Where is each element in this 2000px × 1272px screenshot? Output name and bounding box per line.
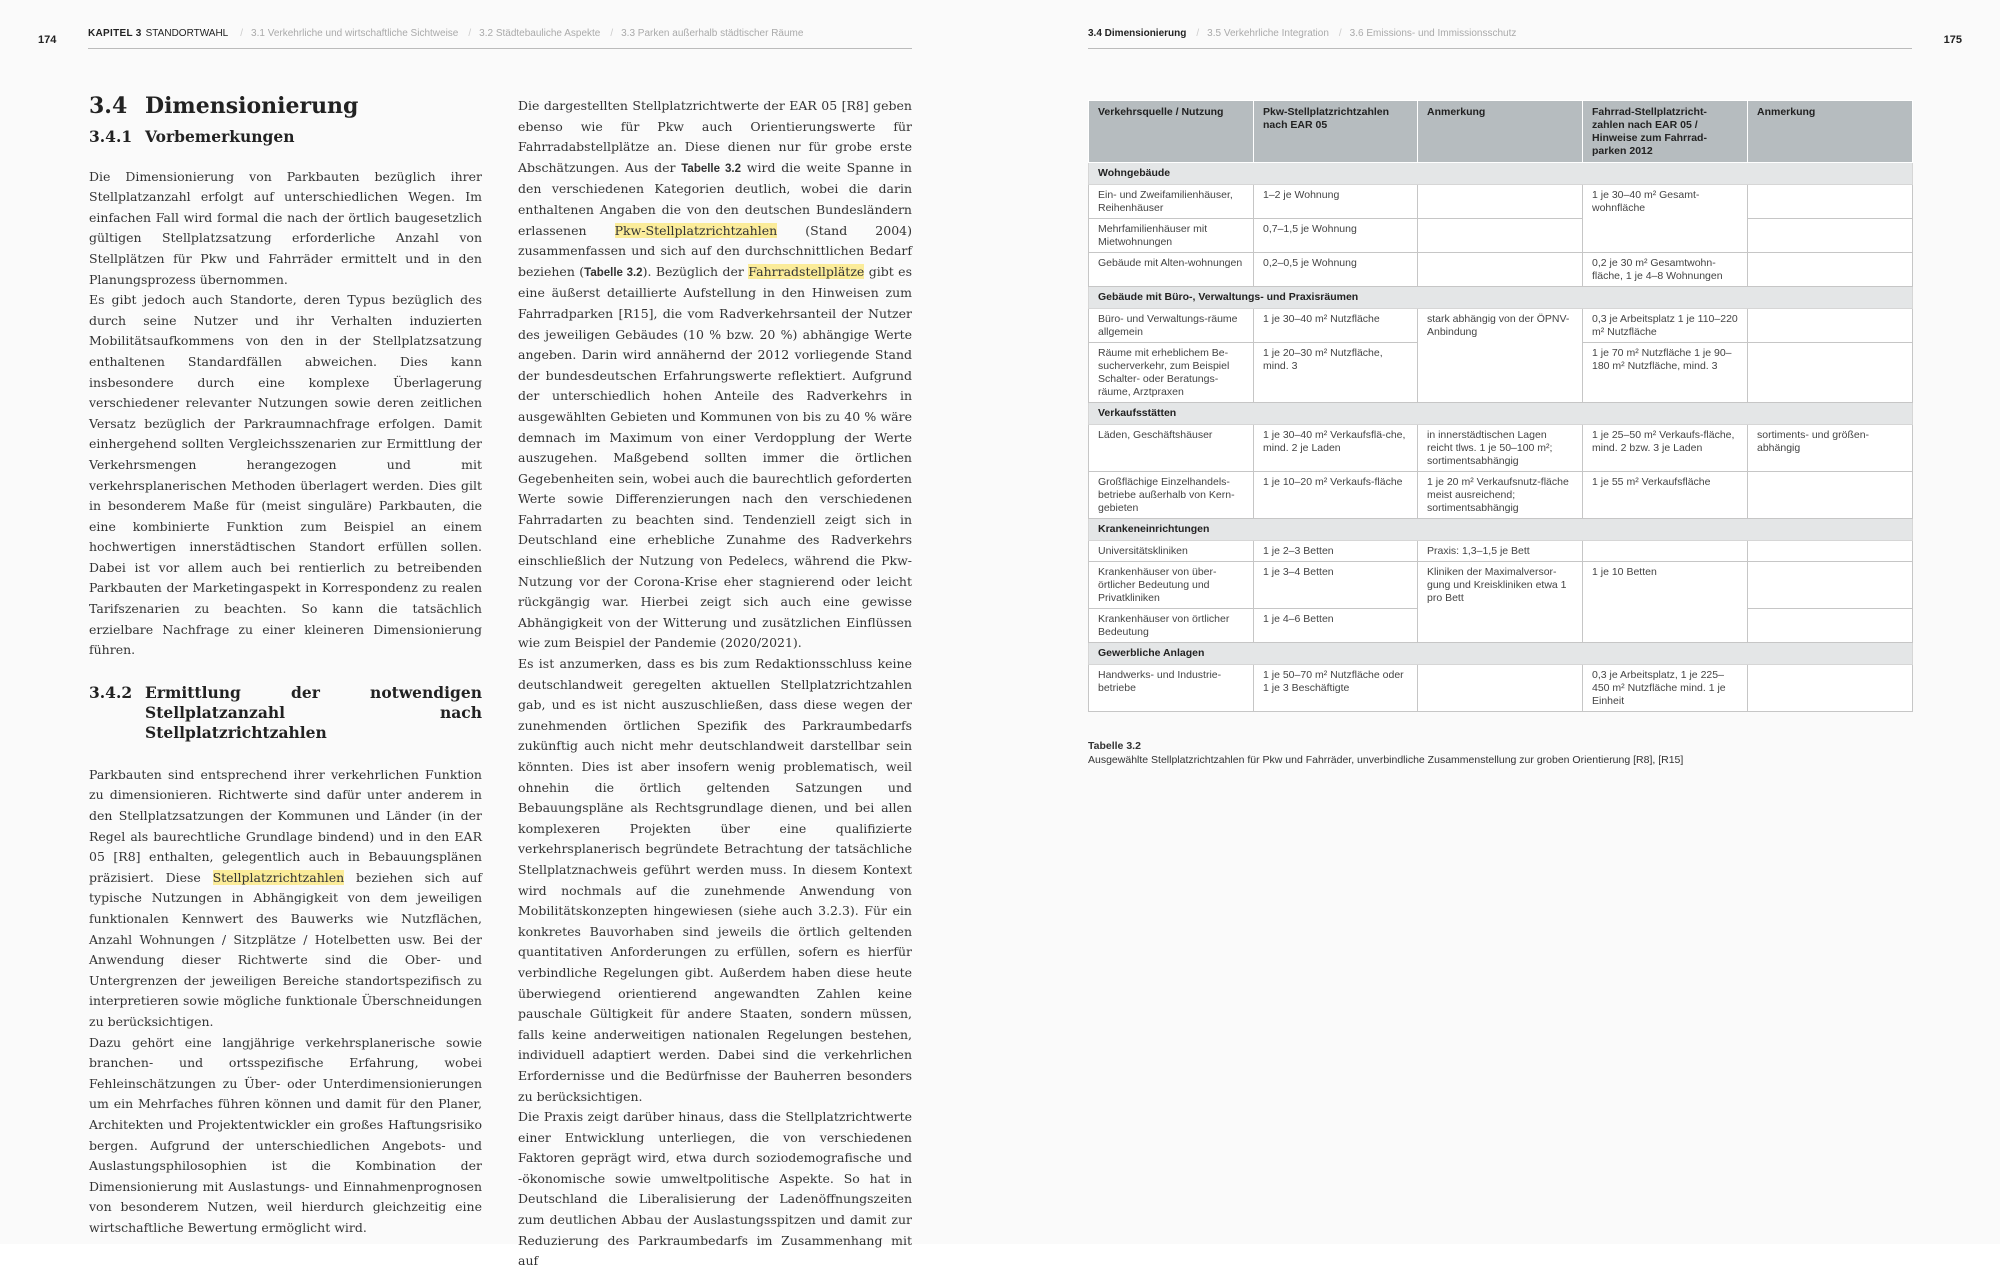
header-section-current[interactable]: 3.4 Dimensionierung	[1088, 28, 1187, 39]
table-cell: 1 je 30–40 m² Verkaufsflä-che, mind. 2 je Laden	[1254, 425, 1418, 472]
table-cell: 1 je 10–20 m² Verkaufs-fläche	[1254, 472, 1418, 519]
table-group-row	[1089, 403, 1913, 425]
table-cell: Ein- und Zweifamilienhäuser, Reihenhäuser	[1089, 185, 1254, 219]
section-number: 3.4	[89, 93, 128, 119]
table-cell	[1748, 609, 1913, 643]
table-cell	[1748, 253, 1913, 287]
table-cell: Kliniken der Maximalversor-gung und Kreiskliniken etwa 1 pro Bett	[1418, 562, 1583, 643]
table-cell: sortiments- und größen-abhängig	[1748, 425, 1913, 472]
table-cell	[1748, 665, 1913, 712]
table-cell: 1 je 30–40 m² Nutzfläche	[1254, 309, 1418, 343]
group-title: Gewerbliche Anlagen	[1089, 643, 1913, 665]
table-cell: Krankenhäuser von über-örtlicher Bedeutung und Privatkliniken	[1089, 562, 1254, 609]
table-reference-link[interactable]: Tabelle 3.2	[681, 162, 741, 175]
table-row	[1089, 472, 1913, 519]
table-row	[1089, 185, 1913, 219]
header-section-link[interactable]: 3.1 Verkehrliche und wirtschaftliche Sichtweise	[251, 28, 459, 39]
table-cell: 1 je 2–3 Betten	[1254, 541, 1418, 562]
divider: /	[240, 28, 244, 39]
group-title: Wohngebäude	[1089, 163, 1913, 185]
table-cell	[1748, 219, 1913, 253]
paragraph: Es gibt jedoch auch Standorte, deren Typus bezüglich des durch seine Nutzer und ihr Verhalten induzierten Mobilitätsaufkommens von den in der Stellplatzsatzung enthaltenen Standardfällen abweichen. Dies kann insbesondere durch eine komplexe Überlagerung verschiedener relevanter Nutzungen sowie deren zeitlichen Versatz bezüglich der Parkraumnachfrage erfolgen. Damit einhergehend sollten Vergleichsszenarien zur Ermittlung der Verkehrsmengen herangezogen und mit verkehrsplanerischen Methoden überlagert werden. Dies gilt in besonderem Maße für (meist singuläre) Parkbauten, die eine kombinierte Funktion zum Beispiel an einem hochwertigen innerstädtischen Standort erfüllen sollen. Dabei ist vor allem auch bei rentierlich zu betreibenden Parkbauten der Marketingaspekt in Korrespondenz zu realen Tarifszenarien zu beachten. So kann die tatsächlich erzielbare Nachfrage zu einer kleineren Dimensionierung führen.	[89, 292, 482, 658]
header-rule	[88, 48, 912, 49]
divider: /	[468, 28, 472, 39]
table-row	[1089, 541, 1913, 562]
column-header: Anmerkung	[1418, 101, 1583, 163]
table-row	[1089, 253, 1913, 287]
table-cell: 1 je 30–40 m² Gesamt-wohnfläche	[1583, 185, 1748, 253]
table-header-row	[1089, 101, 1913, 163]
paragraph	[518, 96, 912, 654]
subsection-title: Ermittlung der notwendigen Stellplatzanzahl nach Stellplatzrichtzahlen	[145, 682, 482, 742]
text-run: Parkbauten sind entsprechend ihrer verkehrlichen Funktion zu dimensionieren. Richtwerte sind dafür unter anderem in den Stellplatzsatzungen der Kommunen und Länder (in der Regel als baurechtliche Grundlage bindend) und in den EAR 05 [R8] enthalten, gelegentlich auch in Bebauungsplänen präzisiert. Diese	[89, 766, 482, 885]
paragraph: Die Dimensionierung von Parkbauten bezüglich ihrer Stellplatzanzahl erfolgt auf unterschiedlichen Wegen. Im einfachen Fall wird formal die nach der örtlich baugesetzlich gültigen Stellplatzsatzung erforderliche Anzahl von Stellplätzen für Pkw und Fahrräder ermittelt und in den Planungsprozess übernommen.	[89, 168, 482, 287]
table-row	[1089, 309, 1913, 343]
column-header: Pkw-Stellplatzrichtzahlen nach EAR 05	[1254, 101, 1418, 163]
table-cell: Räume mit erheblichem Be-sucherverkehr, zum Beispiel Schalter- oder Beratungs-räume, Arztpraxen	[1089, 343, 1254, 403]
table-cell: 1–2 je Wohnung	[1254, 185, 1418, 219]
right-page	[1000, 0, 2000, 1244]
table-cell	[1748, 309, 1913, 343]
table-cell: Mehrfamilienhäuser mit Mietwohnungen	[1089, 219, 1254, 253]
table-cell: 0,7–1,5 je Wohnung	[1254, 219, 1418, 253]
chapter-title: STANDORTWAHL	[145, 28, 229, 39]
divider: /	[1196, 28, 1200, 39]
column-header: Fahrrad-Stellplatzricht-zahlen nach EAR 05 / Hinweise zum Fahrrad-parken 2012	[1583, 101, 1748, 163]
section-heading	[89, 93, 482, 119]
paragraph: Es ist anzumerken, dass es bis zum Redaktionsschluss keine deutschlandweit geregelten aktuellen Stellplatzrichtzahlen gab, und es ist nicht auszuschließen, dass diese wegen der zunehmenden örtlichen Spezifik des Parkraumbedarfs zukünftig auch nicht mehr deutschlandweit darstellbar sein könnten. Dies ist aber insofern wenig problematisch, weil ohnehin die örtlich geltenden Satzungen und Bebauungspläne als Rechtsgrundlage dienen, und bei allen komplexeren Projekten über eine qualifizierte verkehrsplanerisch begründete Betrachtung der tatsächliche Stellplatznachweis geführt werden muss. In diesem Kontext wird nochmals auf die zunehmende Anwendung von Mobilitätskonzepten hingewiesen (siehe auch 3.2.3). Für ein konkretes Bauvorhaben sind jeweils die örtlich geltenden quantitativen Anforderungen zu erfüllen, sofern es hierfür verbindliche Regelungen gibt. Außerdem haben diese heute überwiegend orientierend angewandten Zahlen keine pauschale Gültigkeit für andere Staaten, sondern müssen, falls keine anderweitigen nationalen Regelungen bestehen, individuell adaptiert werden. Dabei sind die verkehrlichen Erfordernisse und die Bedürfnisse der Bauherren besonders zu berücksichtigen.	[518, 656, 912, 1104]
table-cell: 0,2–0,5 je Wohnung	[1254, 253, 1418, 287]
group-title: Verkaufsstätten	[1089, 403, 1913, 425]
table-cell	[1418, 253, 1583, 287]
text-run: Die dargestellten Stellplatzrichtwerte der EAR 05 [R8] geben ebenso wie für Pkw auch Orientierungswerte für Fahrradabstellplätze an. Diese dienen nur für grobe erste Abschätzungen. Aus der	[518, 98, 912, 175]
caption-text: Ausgewählte Stellplatzrichtzahlen für Pkw und Fahrräder, unverbindliche Zusammenstellung zur groben Orientierung [R8], [R15]	[1088, 754, 1684, 766]
table-group-row	[1089, 163, 1913, 185]
highlighted-term[interactable]: Fahrradstellplätze	[748, 263, 865, 279]
header-section-link[interactable]: 3.5 Verkehrliche Integration	[1207, 28, 1329, 39]
divider: /	[610, 28, 614, 39]
column-header: Verkehrsquelle / Nutzung	[1089, 101, 1254, 163]
table-cell: Handwerks- und Industrie-betriebe	[1089, 665, 1254, 712]
text-run: gibt es eine äußerst detaillierte Aufstellung in den Hinweisen zum Fahrradparken [R15], die vom Radverkehrsanteil der Nutzer des jeweiligen Gebäudes (10 % bzw. 20 %) abhängige Werte angeben. Darin wird annähernd der 2012 vorliegende Stand der bundesdeutschen Erfahrungswerte reflektiert. Aufgrund der unterschiedlich hohen Anteile des Radverkehrs in ausgewählten Gebieten und Kommunen von bis zu 40 % wäre demnach im Maximum von einer Verdopplung der Werte auszugehen. Maßgebend sollten immer die örtlichen Gegebenheiten sein, wobei auch die baurechtlich geforderten Werte sowie Differenzierungen nach den verschiedenen Fahrradarten zu beachten sind. Tendenziell zeigt sich in Deutschland eine erhebliche Zunahme des Radverkehrs einschließlich der Nutzung von Pedelecs, während die Pkw-Nutzung vor der Corona-Krise eher stagnierend oder leicht rückgängig war. Hierbei zeigt sich auch eine gewisse Abhängigkeit von der Witterung und zusätzlichen Einflüssen wie zum Beispiel der Pandemie (2020/2021).	[518, 263, 912, 651]
table-cell	[1748, 562, 1913, 609]
subsection-title: Vorbemerkungen	[145, 126, 295, 146]
table-cell: 1 je 20–30 m² Nutzfläche, mind. 3	[1254, 343, 1418, 403]
text-run: wird die weite Spanne in den verschiedenen Kategorien deutlich, wobei die darin enthaltenen Angaben die von den deutschen Bundesländern erlassenen	[518, 159, 912, 238]
table-cell	[1418, 185, 1583, 219]
subsection-number: 3.4.2	[89, 682, 133, 702]
table-cell	[1748, 343, 1913, 403]
header-rule	[1088, 48, 1912, 49]
table-row	[1089, 562, 1913, 609]
caption-title: Tabelle 3.2	[1088, 740, 1141, 752]
table-cell	[1748, 541, 1913, 562]
section-title: Dimensionierung	[145, 93, 359, 119]
group-title: Krankeneinrichtungen	[1089, 519, 1913, 541]
parking-ratio-table	[1088, 100, 1913, 712]
table-cell: 1 je 50–70 m² Nutzfläche oder 1 je 3 Beschäftigte	[1254, 665, 1418, 712]
table-cell: Krankenhäuser von örtlicher Bedeutung	[1089, 609, 1254, 643]
table-caption	[1088, 739, 1683, 767]
chapter-label: KAPITEL 3	[88, 28, 142, 39]
table-cell: Gebäude mit Alten-wohnungen	[1089, 253, 1254, 287]
header-section-link[interactable]: 3.2 Städtebauliche Aspekte	[479, 28, 601, 39]
table-group-row	[1089, 643, 1913, 665]
table-cell: stark abhängig von der ÖPNV-Anbindung	[1418, 309, 1583, 403]
table-cell	[1748, 185, 1913, 219]
text-column-1	[89, 93, 482, 1239]
paragraph: Die Praxis zeigt darüber hinaus, dass die Stellplatzrichtwerte einer Entwicklung unterliegen, die von verschiedenen Faktoren geprägt wird, etwa durch soziodemografische und -ökonomische sowie umweltpolitische Aspekte. So hat in Deutschland die Liberalisierung der Ladenöffnungszeiten zum deutlichen Abbau der Auslastungsspitzen und damit zur Reduzierung des Parkraumbedarfs im Zusammenhang mit auf	[518, 1109, 912, 1269]
table-reference-link[interactable]: Tabelle 3.2	[584, 266, 643, 279]
table-cell: 1 je 4–6 Betten	[1254, 609, 1418, 643]
table-cell: 1 je 70 m² Nutzfläche 1 je 90–180 m² Nutzfläche, mind. 3	[1583, 343, 1748, 403]
group-title: Gebäude mit Büro-, Verwaltungs- und Praxisräumen	[1089, 287, 1913, 309]
table-row	[1089, 425, 1913, 472]
table-cell: Läden, Geschäftshäuser	[1089, 425, 1254, 472]
table-cell	[1418, 219, 1583, 253]
table-cell: 0,3 je Arbeitsplatz, 1 je 225–450 m² Nutzfläche mind. 1 je Einheit	[1583, 665, 1748, 712]
table-row	[1089, 665, 1913, 712]
table-cell: Praxis: 1,3–1,5 je Bett	[1418, 541, 1583, 562]
table-cell: Universitätskliniken	[1089, 541, 1254, 562]
text-run: (Stand 2004) zusammenfassen und sich auf den durchschnittlichen Bedarf beziehen (	[518, 222, 912, 279]
table-cell: Großflächige Einzelhandels-betriebe außerhalb von Kern-gebieten	[1089, 472, 1254, 519]
left-page	[0, 0, 1000, 1269]
divider: /	[1338, 28, 1342, 39]
header-section-link[interactable]: 3.6 Emissions- und Immissionsschutz	[1349, 28, 1517, 39]
subsection-number: 3.4.1	[89, 126, 133, 146]
table-cell: 1 je 55 m² Verkaufsfläche	[1583, 472, 1748, 519]
paragraph: Dazu gehört eine langjährige verkehrsplanerische sowie branchen- und ortsspezifische Erfahrung, wobei Fehleinschätzungen zu Über- oder Unterdimensionierungen um ein Mehrfaches führen können und damit für den Planer, Architekten und Projektentwickler ein großes Haftungsrisiko bergen. Aufgrund der unterschiedlichen Angebots- und Auslastungsphilosophien ist die Kombination der Dimensionierung mit Auslastungs- und Einnahmenprognosen von besonderem Nutzen, weil hierdurch gleichzeitig eine wirtschaftliche Bewertung ermöglicht wird.	[89, 1034, 482, 1235]
table-cell: 0,3 je Arbeitsplatz 1 je 110–220 m² Nutzfläche	[1583, 309, 1748, 343]
highlighted-term[interactable]: Stellplatzrichtzahlen	[212, 869, 345, 885]
table-group-row	[1089, 519, 1913, 541]
table-row	[1089, 219, 1913, 253]
highlighted-term[interactable]: Pkw-Stellplatzrichtzahlen	[614, 222, 778, 238]
subsection-heading	[89, 683, 482, 743]
table-cell: Büro- und Verwaltungs-räume allgemein	[1089, 309, 1254, 343]
page-number: 174	[38, 34, 57, 46]
header-section-link[interactable]: 3.3 Parken außerhalb städtischer Räume	[621, 28, 804, 39]
subsection-heading	[89, 127, 482, 147]
table-cell	[1418, 665, 1583, 712]
page-number: 175	[1943, 34, 1962, 46]
table-cell	[1583, 541, 1748, 562]
paragraph	[89, 765, 482, 1033]
text-run: ). Bezüglich der	[642, 263, 744, 279]
column-header: Anmerkung	[1748, 101, 1913, 163]
table-cell: 1 je 3–4 Betten	[1254, 562, 1418, 609]
table-cell: 1 je 10 Betten	[1583, 562, 1748, 643]
table-group-row	[1089, 287, 1913, 309]
table-cell	[1748, 472, 1913, 519]
text-run: beziehen sich auf typische Nutzungen in Abhängigkeit von dem jeweiligen funktionalen Kennwert des Bauwerks wie Nutzflächen, Anzahl Wohnungen / Sitzplätze / Hotelbetten usw. Bei der Anwendung dieser Richtwerte sind die Ober- und Untergrenzen der jeweiligen Bereiche standortspezifisch zu interpretieren sowie mögliche funktionale Überschneidungen zu berücksichtigen.	[89, 869, 482, 1029]
text-column-2	[518, 96, 912, 1272]
table-cell: in innerstädtischen Lagen reicht tlws. 1 je 50–100 m²; sortimentsabhängig	[1418, 425, 1583, 472]
table-cell: 0,2 je 30 m² Gesamtwohn-fläche, 1 je 4–8 Wohnungen	[1583, 253, 1748, 287]
table-cell: 1 je 20 m² Verkaufsnutz-fläche meist ausreichend; sortimentsabhängig	[1418, 472, 1583, 519]
table-cell: 1 je 25–50 m² Verkaufs-fläche, mind. 2 bzw. 3 je Laden	[1583, 425, 1748, 472]
